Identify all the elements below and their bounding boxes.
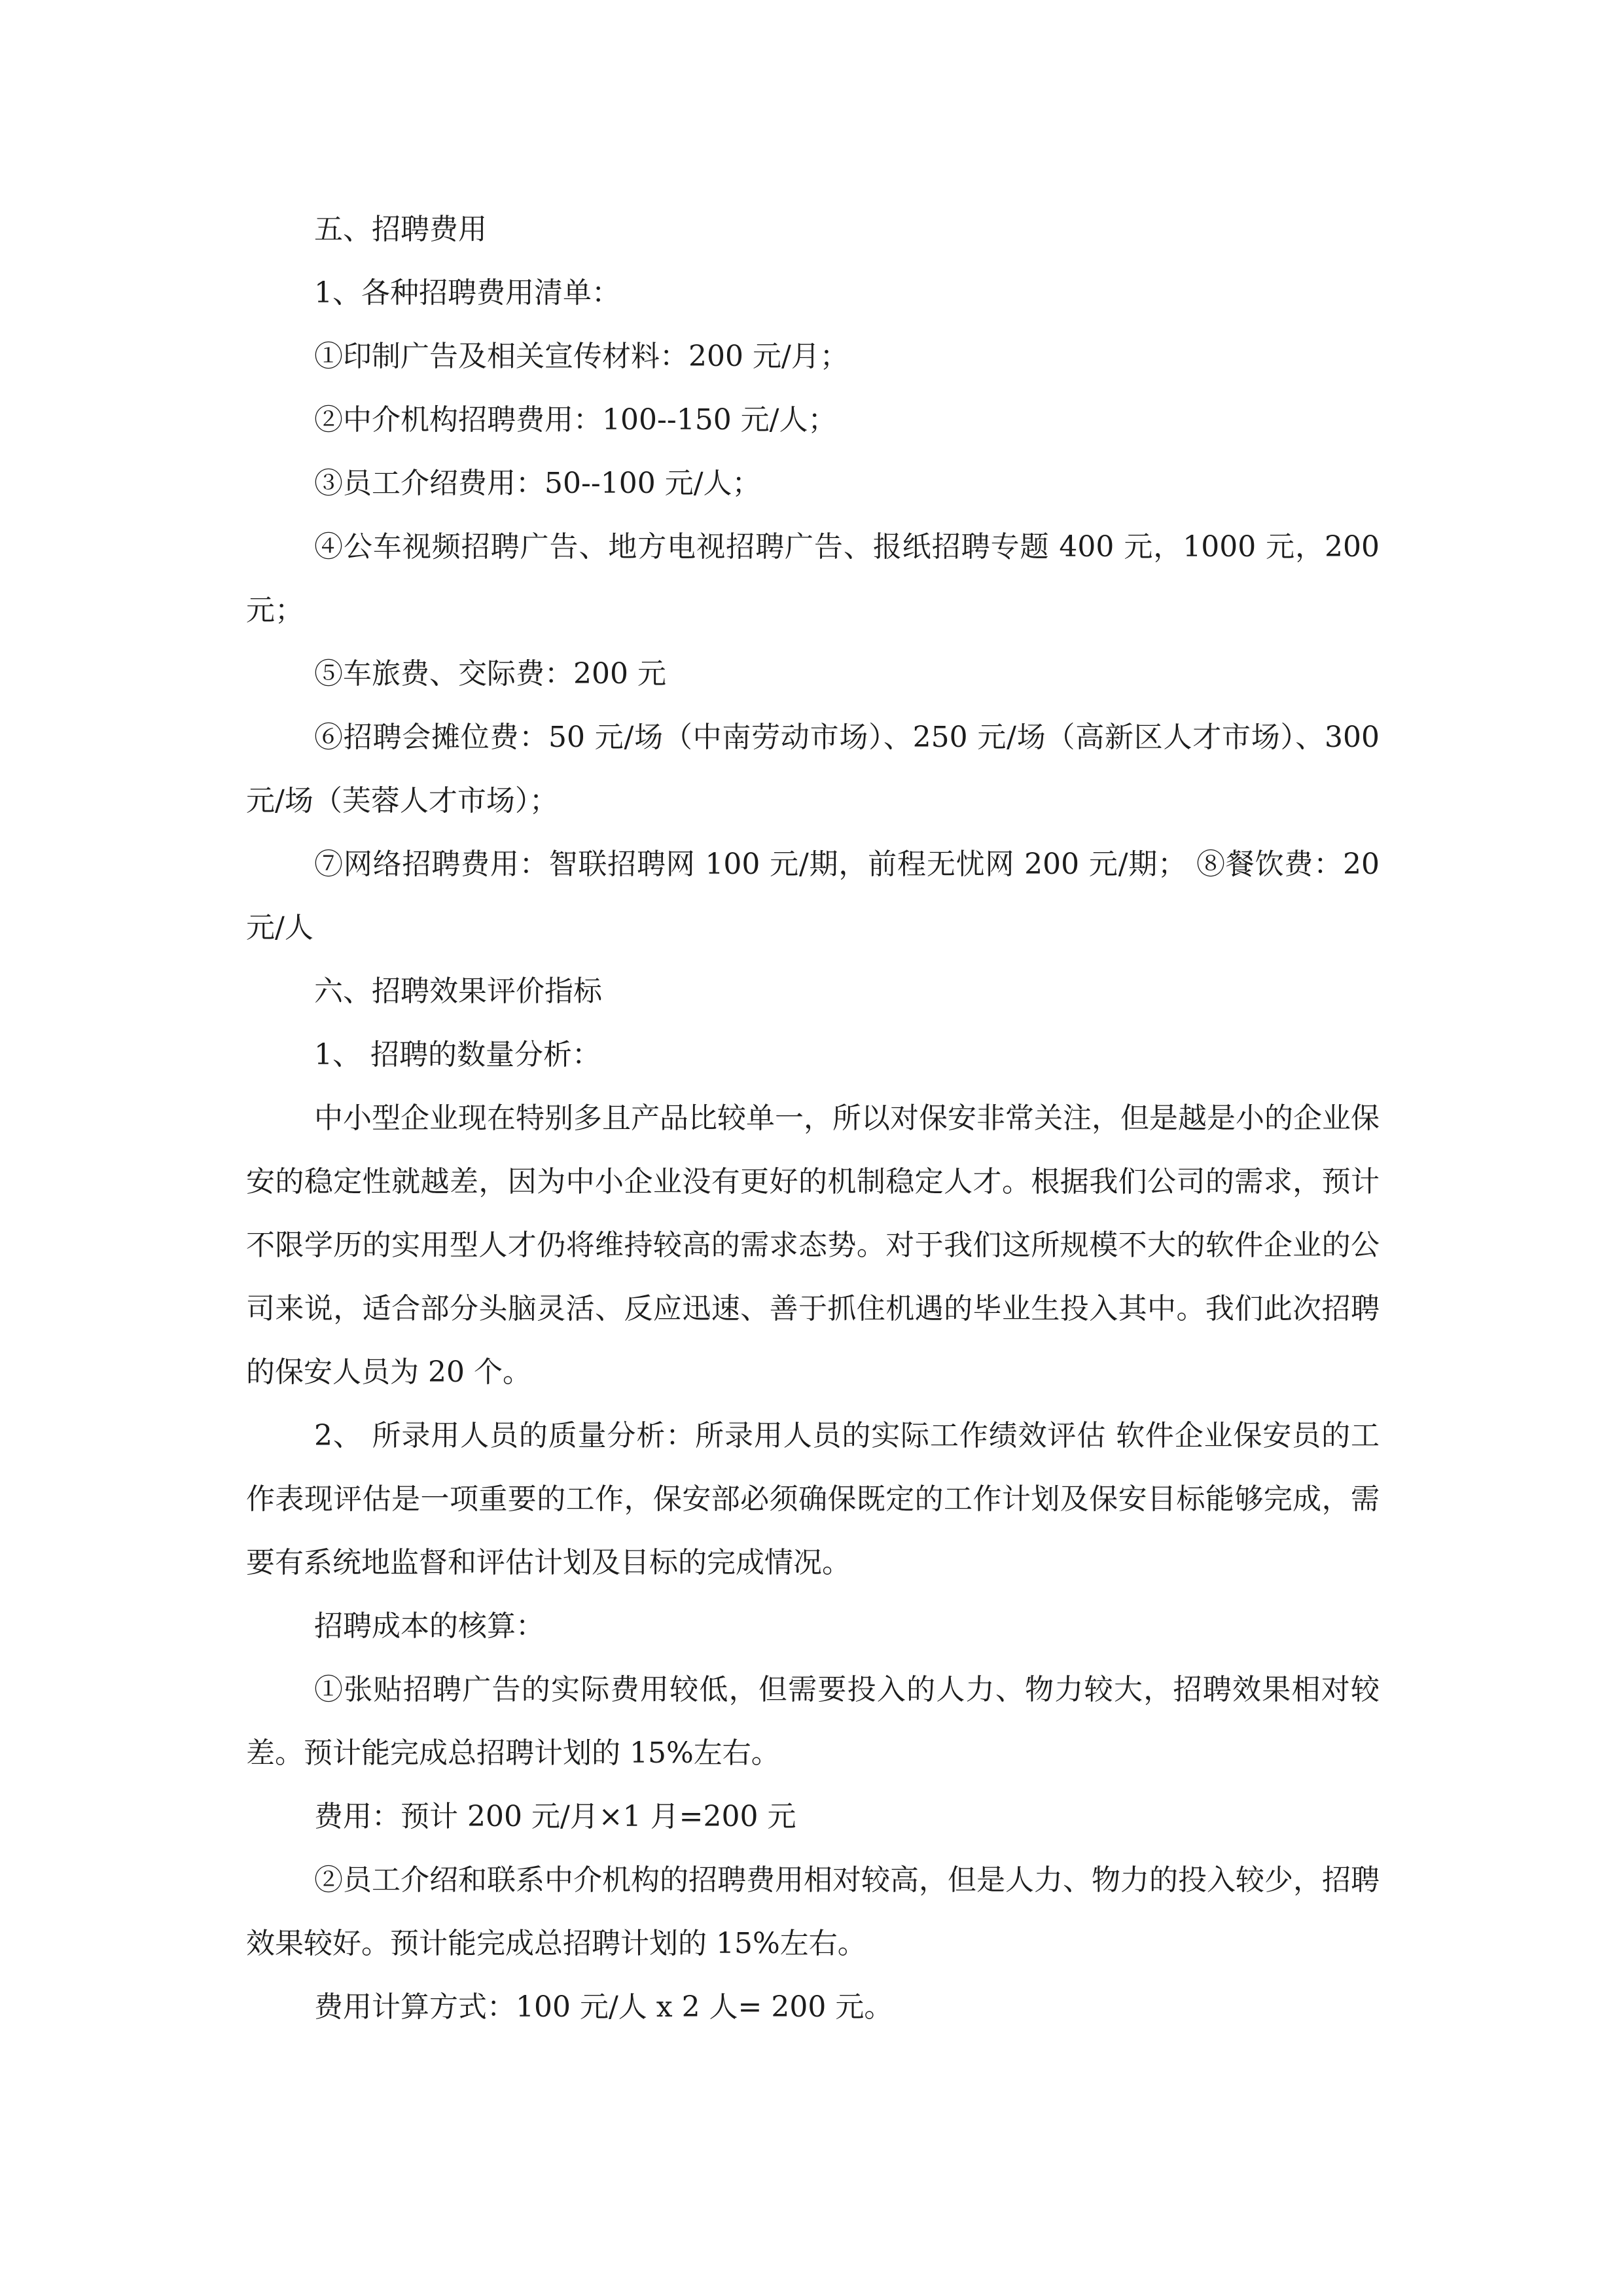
subheading-cost-accounting: 招聘成本的核算： — [314, 1609, 544, 1643]
section-heading-recruitment-cost: 五、招聘费用 — [314, 213, 487, 246]
subheading-quantity-analysis: 1、 招聘的数量分析： — [314, 1038, 601, 1071]
cost-item-online-meals: ⑦网络招聘费用：智联招聘网 100 元/期，前程无忧网 200 元/期； ⑧餐饮费：20 元/人 — [246, 848, 1380, 944]
cost-item-media-ads: ④公车视频招聘广告、地方电视招聘广告、报纸招聘专题 400 元，1000 元，200 元； — [246, 530, 1380, 627]
paragraph-cost-formula: 费用计算方式：100 元/人 x 2 人= 200 元。 — [314, 1990, 893, 2024]
cost-item-print-ads: ①印制广告及相关宣传材料：200 元/月； — [314, 340, 849, 373]
cost-item-referral: ③员工介绍费用：50--100 元/人； — [314, 467, 761, 500]
section-heading-evaluation: 六、招聘效果评价指标 — [314, 975, 602, 1008]
paragraph-poster-cost: 费用：预计 200 元/月×1 月=200 元 — [314, 1800, 796, 1833]
paragraph-quality-analysis: 2、 所录用人员的质量分析：所录用人员的实际工作绩效评估 软件企业保安员的工作表现评估是一项重要的工作，保安部必须确保既定的工作计划及保安目标能够完成，需要有系统地监督和评估计划及目标的完成情况。 — [246, 1419, 1380, 1579]
subheading-cost-list: 1、各种招聘费用清单： — [314, 276, 620, 310]
paragraph-referral-agency: ②员工介绍和联系中介机构的招聘费用相对较高，但是人力、物力的投入较少，招聘效果较好。预计能完成总招聘计划的 15%左右。 — [246, 1863, 1380, 1960]
cost-item-travel: ⑤车旅费、交际费：200 元 — [314, 657, 666, 691]
paragraph-quantity-analysis: 中小型企业现在特别多且产品比较单一，所以对保安非常关注，但是越是小的企业保安的稳定性就越差，因为中小企业没有更好的机制稳定人才。根据我们公司的需求，预计不限学历的实用型人才仍将维持较高的需求态势。对于我们这所规模不大的软件企业的公司来说，适合部分头脑灵活、反应迅速、善于抓住机遇的毕业生投入其中。我们此次招聘的保安人员为 20 个。 — [246, 1102, 1380, 1389]
cost-item-agency: ②中介机构招聘费用：100--150 元/人； — [314, 403, 837, 437]
cost-item-job-fair: ⑥招聘会摊位费：50 元/场（中南劳动市场）、250 元/场（高新区人才市场）、300 元/场（芙蓉人才市场）； — [246, 721, 1380, 817]
document-body — [246, 198, 1380, 2039]
paragraph-poster-ads: ①张贴招聘广告的实际费用较低，但需要投入的人力、物力较大，招聘效果相对较差。预计能完成总招聘计划的 15%左右。 — [246, 1673, 1380, 1770]
